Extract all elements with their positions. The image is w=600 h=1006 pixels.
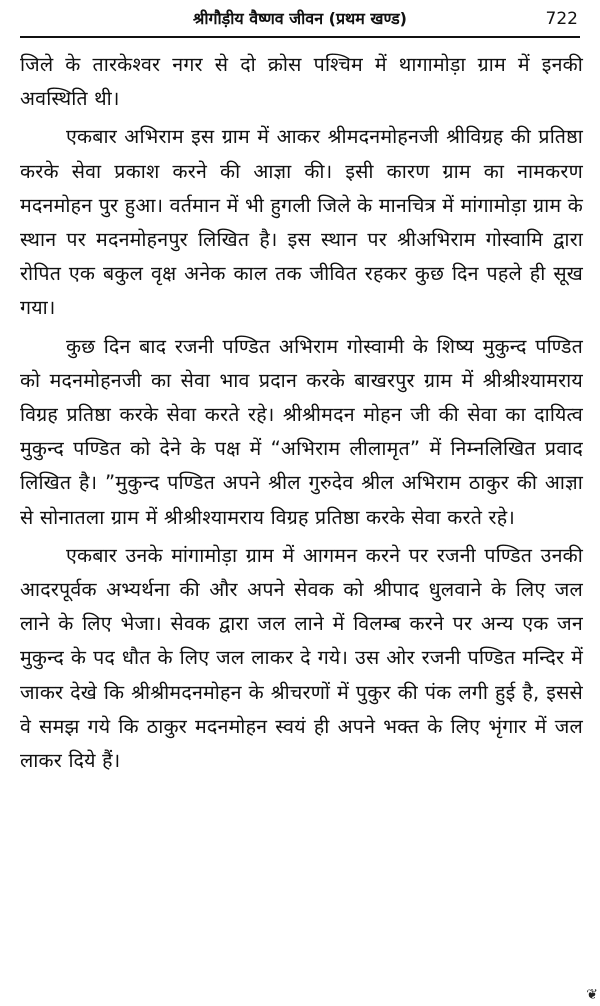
corner-ornament-icon: ❦ [586, 987, 598, 1003]
book-title: श्रीगौड़ीय वैष्णव जीवन (प्रथम खण्ड) [193, 9, 407, 28]
paragraph-3: कुछ दिन बाद रजनी पण्डित अभिराम गोस्वामी के शिष्य मुकुन्द पण्डित को मदनमोहनजी का सेवा भाव प्रदान करके बाखरपुर ग्राम में श्रीश्रीश्यामराय विग्रह प्रतिष्ठा करके सेवा करते रहे। श्रीश्रीमदन मोहन जी की सेवा का दायित्व मुकुन्द पण्डित को देने के पक्ष में “अभिराम लीलामृत” में निम्नलिखित प्रवाद लिखित है। ”मुकुन्द पण्डित अपने श्रील गुरुदेव श्रील अभिराम ठाकुर की आज्ञा से सोनातला ग्राम में श्रीश्रीश्यामराय विग्रह प्रतिष्ठा करके सेवा करते रहे। [20, 334, 583, 529]
header-divider [20, 36, 580, 38]
page-number: 722 [545, 9, 578, 29]
paragraph-2: एकबार अभिराम इस ग्राम में आकर श्रीमदनमोहनजी श्रीविग्रह की प्रतिष्ठा करके सेवा प्रकाश करने की आज्ञा की। इसी कारण ग्राम का नामकरण मदनमोहन पुर हुआ। वर्तमान में भी हुगली जिले के मानचित्र में मांगामोड़ा ग्राम के स्थान पर मदनमोहनपुर लिखित है। इस स्थान पर श्रीअभिराम गोस्वामि द्वारा रोपित एक बकुल वृक्ष अनेक काल तक जीवित रहकर कुछ दिन पहले ही सूख गया। [20, 125, 583, 320]
body-text [20, 48, 583, 778]
paragraph-1: जिले के तारकेश्वर नगर से दो क्रोस पश्चिम में थागामोड़ा ग्राम में इनकी अवस्थिति थी। [20, 53, 583, 111]
paragraph-4: एकबार उनके मांगामोड़ा ग्राम में आगमन करने पर रजनी पण्डित उनकी आदरपूर्वक अभ्यर्थना की और अपने सेवक को श्रीपाद धुलवाने के लिए जल लाने के लिए भेजा। सेवक द्वारा जल लाने में विलम्ब करने पर अन्य एक जन मुकुन्द के पद धौत के लिए जल लाकर दे गये। उस ओर रजनी पण्डित मन्दिर में जाकर देखे कि श्रीश्रीमदनमोहन के श्रीचरणों में पुकुर की पंक लगी हुई है, इससे वे समझ गये कि ठाकुर मदनमोहन स्वयं ही अपने भक्त के लिए भृंगार में जल लाकर दिये हैं। [20, 543, 583, 773]
running-header [0, 4, 600, 34]
